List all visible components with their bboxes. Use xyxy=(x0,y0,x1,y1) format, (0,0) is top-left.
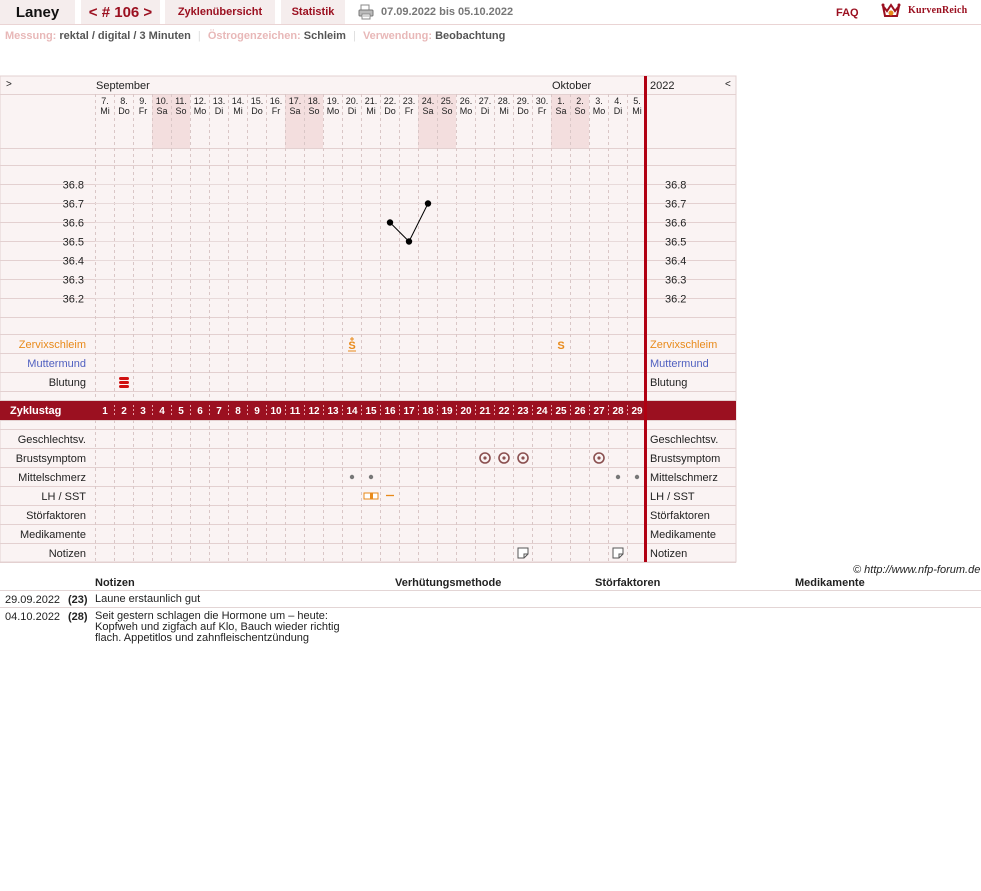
crown-heart-icon xyxy=(880,1,902,21)
day-date-label: 14. xyxy=(231,96,245,106)
temp-tick-left: 36.5 xyxy=(62,236,84,249)
cycle-day-number: 12 xyxy=(308,406,320,417)
weekday-label: Mi xyxy=(100,106,110,116)
temp-tick-right: 36.7 xyxy=(665,198,687,211)
cycle-day-number: 6 xyxy=(197,406,203,417)
weekday-label: Fr xyxy=(537,106,547,116)
cycle-day-number: 29 xyxy=(631,406,643,417)
messung-value: rektal / digital / 3 Minuten xyxy=(59,30,191,42)
day-date-label: 27. xyxy=(478,96,492,106)
month-label-oktober: Oktober xyxy=(552,80,592,92)
mittelschmerz-dot-icon xyxy=(350,475,354,479)
row-label-blutung: Blutung xyxy=(48,377,86,389)
notes-header-stoerfaktoren: Störfaktoren xyxy=(595,577,661,589)
weekday-label: Di xyxy=(613,106,623,116)
day-date-label: 29. xyxy=(516,96,530,106)
weekday-label: Do xyxy=(118,106,130,116)
weekday-label: Fr xyxy=(404,106,414,116)
cycle-day-number: 10 xyxy=(270,406,282,417)
breast-dot xyxy=(502,456,505,459)
day-date-label: 26. xyxy=(459,96,473,106)
cycle-day-number: 18 xyxy=(422,406,434,417)
separator: | xyxy=(353,30,356,42)
weekday-label: Sa xyxy=(289,106,301,116)
row-label-mittelschmerz: Mittelschmerz xyxy=(18,472,86,484)
row-label-muttermund: Muttermund xyxy=(27,358,86,370)
verwendung-label: Verwendung: xyxy=(362,30,433,42)
cycle-navigator[interactable]: < # 106 > xyxy=(81,0,160,24)
temp-tick-left: 36.7 xyxy=(62,198,84,211)
cycle-day-number: 7 xyxy=(216,406,222,417)
weekday-label: So xyxy=(308,106,320,116)
weekday-label: Fr xyxy=(271,106,281,116)
row-label-geschlechtsverkehr: Geschlechtsv. xyxy=(17,434,86,446)
mittelschmerz-dot-icon xyxy=(635,475,639,479)
day-date-label: 10. xyxy=(155,96,169,106)
weekday-label: Sa xyxy=(156,106,168,116)
messung-label: Messung: xyxy=(5,30,57,42)
note-cycle-day: (23) xyxy=(68,594,88,606)
weekday-label: Mi xyxy=(499,106,509,116)
cycle-day-number: 13 xyxy=(327,406,339,417)
row-label-stoerfaktoren-right: Störfaktoren xyxy=(650,510,710,522)
temp-tick-left: 36.4 xyxy=(62,255,84,268)
notes-header-medikamente: Medikamente xyxy=(795,577,865,589)
bleeding-bar xyxy=(119,381,129,384)
row-label-medikamente-right: Medikamente xyxy=(650,529,717,541)
weekday-label: Mo xyxy=(592,106,606,116)
oestrogen-label: Östrogenzeichen: xyxy=(207,30,301,42)
day-date-label: 8. xyxy=(120,96,128,106)
weekday-label: So xyxy=(441,106,453,116)
bleeding-bar xyxy=(119,385,129,388)
weekday-label: Mi xyxy=(366,106,376,116)
day-date-label: 17. xyxy=(288,96,302,106)
day-date-label: 15. xyxy=(250,96,264,106)
day-date-label: 7. xyxy=(101,96,109,106)
weekday-label: Mi xyxy=(632,106,642,116)
day-date-label: 9. xyxy=(139,96,147,106)
row-label-blutung-right: Blutung xyxy=(650,377,688,389)
row-label-stoerfaktoren: Störfaktoren xyxy=(26,510,86,522)
cycle-day-number: 20 xyxy=(460,406,472,417)
s-icon xyxy=(557,340,564,352)
cycle-day-number: 8 xyxy=(235,406,241,417)
weekday-label: Mo xyxy=(459,106,473,116)
year-label: 2022 xyxy=(650,80,675,92)
weekday-label: Sa xyxy=(555,106,567,116)
temp-tick-left: 36.8 xyxy=(62,179,84,192)
top-bar xyxy=(0,0,981,25)
bleeding-icon xyxy=(119,377,129,388)
weekday-label: Sa xyxy=(422,106,434,116)
row-label-notizen-right: Notizen xyxy=(650,548,688,560)
temp-tick-right: 36.8 xyxy=(665,179,687,192)
zyklustag-label: Zyklustag xyxy=(10,405,62,417)
cycle-day-number: 27 xyxy=(593,406,605,417)
chart-separator xyxy=(644,76,647,562)
user-name[interactable]: Laney xyxy=(0,0,75,24)
temperature-point xyxy=(387,219,393,225)
tab-statistik[interactable]: Statistik xyxy=(281,0,345,24)
note-text: Seit gestern schlagen die Hormone um – heute: Kopfweh und zigfach auf Klo, Bauch wieder richtig flach. Appetitlos und zahnfleischentzündung xyxy=(95,610,340,644)
weekday-label: Do xyxy=(517,106,529,116)
month-label-september: September xyxy=(96,80,150,92)
bleeding-bar xyxy=(119,377,129,380)
separator: | xyxy=(197,30,201,42)
row-label-geschlechtsverkehr-right: Geschlechtsv. xyxy=(650,434,719,446)
cycle-day-number: 15 xyxy=(365,406,377,417)
temperature-point xyxy=(425,200,431,206)
day-date-label: 4. xyxy=(614,96,622,106)
row-label-brustsymptom: Brustsymptom xyxy=(15,453,86,465)
cycle-day-number: 24 xyxy=(536,406,548,417)
weekday-label: Di xyxy=(480,106,490,116)
cycle-day-number: 11 xyxy=(289,406,301,417)
cycle-day-number: 28 xyxy=(612,406,624,417)
cycle-day-number: 23 xyxy=(517,406,529,417)
row-label-medikamente: Medikamente xyxy=(19,529,86,541)
breast-dot xyxy=(521,456,524,459)
nav-next-arrow[interactable]: < xyxy=(725,79,731,90)
day-date-label: 19. xyxy=(326,96,340,106)
temp-tick-left: 36.3 xyxy=(62,274,84,287)
logo[interactable] xyxy=(880,1,981,21)
zervix-symbol: S xyxy=(348,340,356,352)
day-date-label: 21. xyxy=(364,96,378,106)
day-date-label: 25. xyxy=(440,96,454,106)
weekday-label: Di xyxy=(214,106,224,116)
cycle-day-number: 17 xyxy=(403,406,415,417)
tab-zyklenuebersicht[interactable]: Zyklenübersicht xyxy=(165,0,275,24)
row-label-zervixschleim: Zervixschleim xyxy=(18,339,86,351)
lh-band xyxy=(370,493,373,499)
day-date-label: 20. xyxy=(345,96,359,106)
day-date-label: 13. xyxy=(212,96,226,106)
breast-dot xyxy=(597,456,600,459)
row-label-muttermund-right: Muttermund xyxy=(650,358,709,370)
day-date-label: 28. xyxy=(497,96,511,106)
temp-tick-right: 36.4 xyxy=(665,255,687,268)
row-label-lh-sst: LH / SST xyxy=(41,491,86,503)
weekday-label: So xyxy=(574,106,586,116)
notes-header-verhuetung: Verhütungsmethode xyxy=(395,577,502,589)
cycle-day-number: 4 xyxy=(159,406,165,417)
date-range: 07.09.2022 bis 05.10.2022 xyxy=(381,6,514,18)
day-date-label: 22. xyxy=(383,96,397,106)
weekday-label: Mi xyxy=(233,106,243,116)
copyright: © http://www.nfp-forum.de xyxy=(853,564,981,576)
weekday-label: Mo xyxy=(193,106,207,116)
temp-tick-right: 36.2 xyxy=(665,293,687,306)
note-date: 04.10.2022 xyxy=(5,611,61,623)
temp-tick-left: 36.6 xyxy=(62,217,84,230)
weekday-label: Do xyxy=(251,106,263,116)
day-date-label: 5. xyxy=(633,96,641,106)
faq-link[interactable]: FAQ xyxy=(836,7,859,19)
weekday-label: Mo xyxy=(326,106,340,116)
row-label-zervixschleim-right: Zervixschleim xyxy=(650,339,718,351)
day-date-label: 30. xyxy=(535,96,549,106)
s-plus-icon xyxy=(348,337,356,352)
temp-tick-right: 36.5 xyxy=(665,236,687,249)
mittelschmerz-dot-icon xyxy=(616,475,620,479)
lh-test-icon xyxy=(364,493,378,499)
day-date-label: 18. xyxy=(307,96,321,106)
weekday-label: Di xyxy=(347,106,357,116)
printer-icon[interactable] xyxy=(358,4,374,20)
temperature-point xyxy=(406,238,412,244)
breast-dot xyxy=(483,456,486,459)
cycle-day-number: 25 xyxy=(555,406,567,417)
cycle-day-number: 19 xyxy=(441,406,453,417)
day-date-label: 24. xyxy=(421,96,435,106)
row-label-mittelschmerz-right: Mittelschmerz xyxy=(650,472,718,484)
weekday-label: Fr xyxy=(138,106,148,116)
note-cycle-day: (28) xyxy=(68,611,88,623)
day-date-label: 1. xyxy=(557,96,565,106)
zervix-symbol: S xyxy=(557,340,565,352)
cycle-day-number: 9 xyxy=(254,406,260,417)
cycle-day-number: 26 xyxy=(574,406,586,417)
day-date-label: 2. xyxy=(576,96,584,106)
oestrogen-value: Schleim xyxy=(303,30,346,42)
day-date-label: 12. xyxy=(193,96,207,106)
note-row xyxy=(0,590,981,607)
day-date-label: 23. xyxy=(402,96,416,106)
note-row xyxy=(0,607,981,648)
note-text: Laune erstaunlich gut xyxy=(95,593,201,605)
cycle-day-number: 2 xyxy=(121,406,127,417)
cycle-day-number: 1 xyxy=(102,406,108,417)
logo-text: KurvenReich xyxy=(908,5,968,16)
temp-tick-right: 36.6 xyxy=(665,217,687,230)
cycle-day-number: 21 xyxy=(479,406,491,417)
temp-tick-left: 36.2 xyxy=(62,293,84,306)
cycle-day-number: 16 xyxy=(384,406,396,417)
measurement-info xyxy=(5,30,505,42)
row-label-brustsymptom-right: Brustsymptom xyxy=(650,453,721,465)
weekday-label: So xyxy=(175,106,187,116)
note-date: 29.09.2022 xyxy=(5,594,61,606)
mittelschmerz-dot-icon xyxy=(369,475,373,479)
notes-header-notizen: Notizen xyxy=(95,577,135,589)
cycle-day-number: 5 xyxy=(178,406,184,417)
row-label-notizen: Notizen xyxy=(48,548,86,560)
cycle-day-number: 22 xyxy=(498,406,510,417)
day-date-label: 16. xyxy=(269,96,283,106)
row-label-lh-sst-right: LH / SST xyxy=(650,491,695,503)
nav-prev-arrow[interactable]: > xyxy=(6,79,12,90)
cycle-day-number: 3 xyxy=(140,406,146,417)
weekday-label: Do xyxy=(384,106,396,116)
day-date-label: 3. xyxy=(595,96,603,106)
temp-tick-right: 36.3 xyxy=(665,274,687,287)
day-date-label: 11. xyxy=(175,96,187,106)
verwendung-value: Beobachtung xyxy=(435,30,506,42)
cycle-day-number: 14 xyxy=(346,406,358,417)
